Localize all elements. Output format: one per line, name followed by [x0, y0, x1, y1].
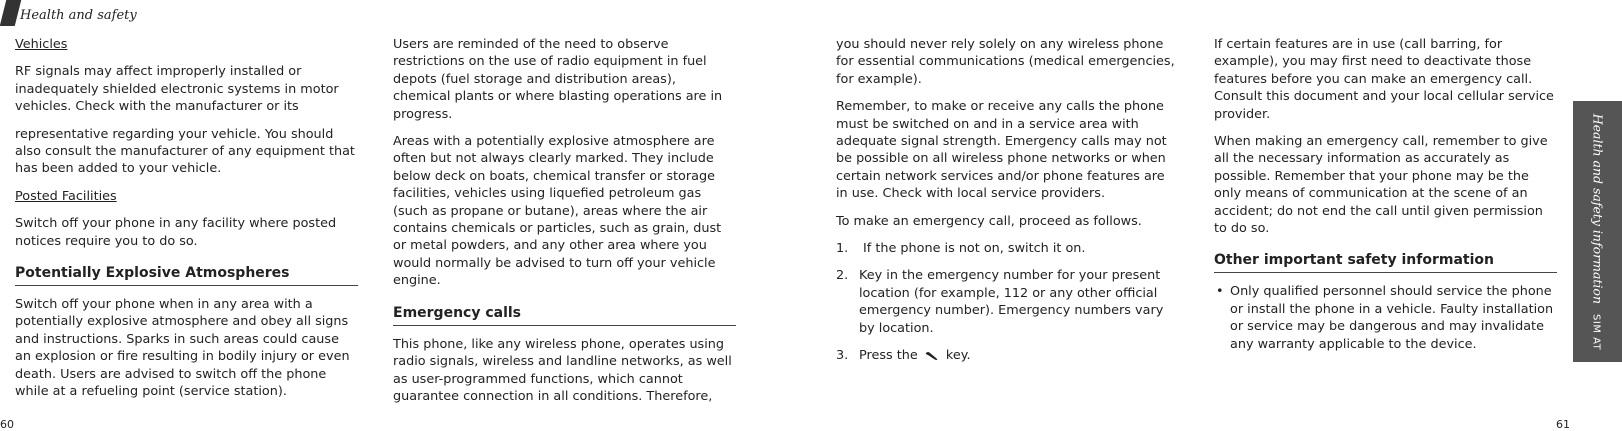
step-text — [859, 347, 971, 364]
list-item — [1214, 283, 1557, 353]
column-2 — [393, 36, 736, 415]
list-item — [836, 267, 1179, 337]
column-4 — [1214, 36, 1557, 353]
step-number: 1. — [836, 241, 849, 257]
end-call-key-icon — [925, 351, 939, 361]
list-item — [836, 240, 1179, 257]
emergency-info-paragraph: When making an emergency call, remember to give all the necessary information as accurately as possible. Remember that your phone may be the only means of communication at the scene of an accident; do not end the call until given permission to do so. — [1214, 134, 1548, 237]
step-text-before: Press the — [859, 348, 918, 364]
emergency-steps-list — [836, 240, 1179, 364]
posted-facilities-paragraph: Switch off your phone in any facility where posted notices require you to do so. — [15, 216, 337, 249]
list-item — [836, 347, 1179, 364]
header-bar — [0, 0, 21, 26]
bullet-icon: • — [1216, 284, 1224, 300]
emergency-calls-heading: Emergency calls — [393, 304, 736, 326]
side-tab-title: Health and safety information — [1590, 113, 1605, 304]
side-tab-label — [1590, 113, 1605, 350]
signal-strength-paragraph: Remember, to make or receive any calls the phone must be switched on and in a service area with adequate signal strength. Emergency calls may not be possible on all wireless phone networks or when certain network services and/or phone features are in use. Check with local service providers. — [836, 99, 1167, 202]
safety-bullet-list — [1214, 283, 1557, 353]
page-number-left: 60 — [0, 418, 14, 431]
explosive-atmospheres-heading: Potentially Explosive Atmospheres — [15, 264, 358, 286]
vehicles-paragraph-2: representative regarding your vehicle. You should also consult the manufacturer of any equipment that has been added to your vehicle. — [15, 126, 355, 177]
call-barring-paragraph: If certain features are in use (call barring, for example), you may first need to deactivate those features before you can make an emergency call. Consult this document and your local cellular service provider. — [1214, 37, 1554, 122]
emergency-reliance-paragraph: you should never rely solely on any wireless phone for essential communications (medical emergencies, for example). — [836, 37, 1175, 87]
page-number-right: 61 — [1556, 418, 1570, 431]
explosive-atmospheres-paragraph: Switch off your phone when in any area with a potentially explosive atmosphere and obey all signs and instructions. Sparks in such areas could cause an explosion or fire resulting in bodily injury or even death. Users are advised to switch off the phone while at a refueling point (service station). — [15, 297, 350, 400]
step-text: If the phone is not on, switch it on. — [863, 241, 1086, 257]
bullet-text: Only qualified personnel should service the phone or install the phone in a vehicle. Faulty installation or service may be dangerous and may invalidate any warranty applicable to the device. — [1230, 284, 1554, 352]
posted-facilities-heading: Posted Facilities — [15, 188, 117, 204]
step-text-after: key. — [945, 348, 971, 364]
procedure-intro: To make an emergency call, proceed as follows. — [836, 213, 1142, 229]
column-1 — [15, 36, 358, 411]
step-number: 2. — [836, 268, 849, 284]
running-header: Health and safety — [20, 8, 137, 23]
explosive-areas-paragraph: Areas with a potentially explosive atmosphere are often but not always clearly marked. They include below deck on boats, chemical transfer or storage facilities, vehicles using liquefied petroleum gas (such as propane or butane), areas where the air contains chemicals or particles, such as grain, dust or metal powders, and any other area where you would normally be advised to turn off your vehicle engine. — [393, 134, 722, 289]
vehicles-heading: Vehicles — [15, 37, 68, 52]
step-number: 3. — [836, 348, 849, 364]
side-tab-subtitle: SIM AT — [1590, 313, 1601, 350]
vehicles-paragraph-1: RF signals may affect improperly installed or inadequately shielded electronic systems in motor vehicles. Check with the manufacturer or its — [15, 64, 339, 115]
column-3 — [836, 36, 1179, 375]
emergency-calls-paragraph: This phone, like any wireless phone, operates using radio signals, wireless and landline networks, as well as user-programmed functions, which cannot guarantee connection in all conditions. Therefore, — [393, 336, 732, 404]
side-tab — [1573, 101, 1622, 362]
fuel-depots-paragraph: Users are reminded of the need to observe restrictions on the use of radio equipment in fuel depots (fuel storage and distribution areas), chemical plants or where blasting operations are in progress. — [393, 37, 723, 122]
step-text: Key in the emergency number for your present location (for example, 112 or any other official emergency number). Emergency numbers vary by location. — [859, 268, 1164, 336]
other-safety-heading: Other important safety information — [1214, 251, 1557, 273]
